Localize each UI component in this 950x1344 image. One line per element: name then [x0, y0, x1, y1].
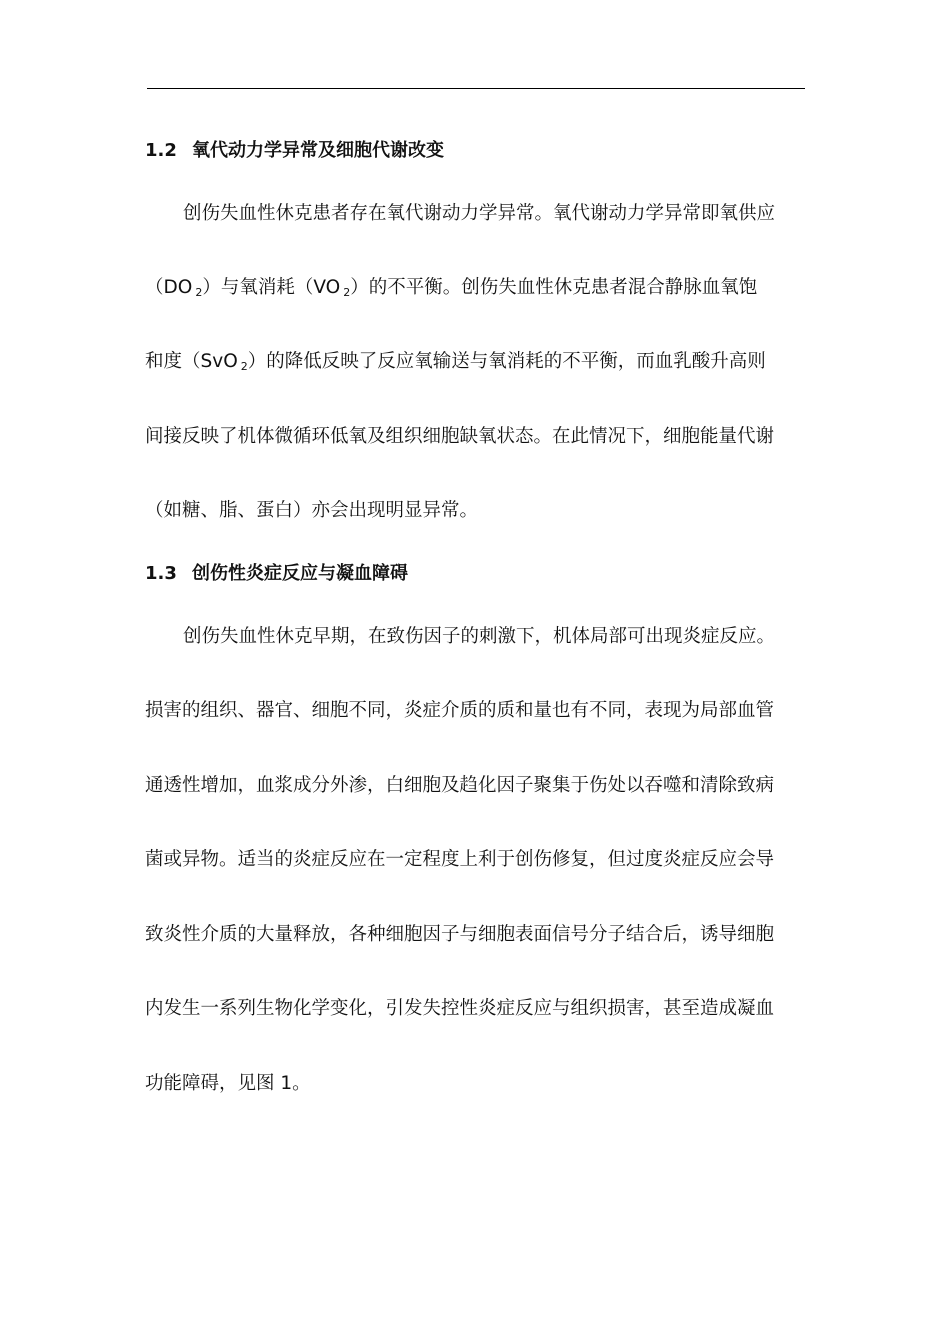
subscript: 2	[343, 286, 351, 299]
text-run: （DO	[145, 277, 193, 298]
paragraph-line: 功能障碍，见图 1。	[145, 1073, 311, 1094]
section-title: 创伤性炎症反应与凝血障碍	[192, 563, 408, 584]
text-run: 和度（SvO	[145, 351, 238, 372]
section-heading-1-3	[145, 562, 408, 586]
header-rule	[147, 88, 805, 89]
subscript: 2	[240, 360, 248, 373]
paragraph-line: 致炎性介质的大量释放，各种细胞因子与细胞表面信号分子结合后，诱导细胞	[145, 924, 775, 945]
paragraph-line: 菌或异物。适当的炎症反应在一定程度上利于创伤修复，但过度炎症反应会导	[145, 849, 775, 870]
paragraph-line: 内发生一系列生物化学变化，引发失控性炎症反应与组织损害，甚至造成凝血	[145, 998, 775, 1019]
subscript: 2	[195, 286, 203, 299]
paragraph-line: 间接反映了机体微循环低氧及组织细胞缺氧状态。在此情况下，细胞能量代谢	[145, 426, 775, 447]
paragraph-line	[145, 275, 757, 306]
paragraph-line: 创伤失血性休克患者存在氧代谢动力学异常。氧代谢动力学异常即氧供应	[183, 203, 776, 224]
text-run: ）的不平衡。创伤失血性休克患者混合静脉血氧饱	[350, 277, 758, 298]
section-number: 1.2	[145, 140, 177, 161]
section-heading-1-2	[145, 139, 444, 163]
section-title: 氧代动力学异常及细胞代谢改变	[192, 140, 444, 161]
paragraph-line: 创伤失血性休克早期，在致伤因子的刺激下，机体局部可出现炎症反应。	[183, 626, 776, 647]
paragraph-line: （如糖、脂、蛋白）亦会出现明显异常。	[145, 500, 479, 521]
paragraph-line	[145, 349, 766, 380]
text-run: ）与氧消耗（VO	[202, 277, 341, 298]
section-number: 1.3	[145, 563, 177, 584]
paragraph-line: 通透性增加，血浆成分外渗，白细胞及趋化因子聚集于伤处以吞噬和清除致病	[145, 775, 775, 796]
paragraph-line: 损害的组织、器官、细胞不同，炎症介质的质和量也有不同，表现为局部血管	[145, 700, 775, 721]
text-run: ）的降低反映了反应氧输送与氧消耗的不平衡，而血乳酸升高则	[247, 351, 766, 372]
